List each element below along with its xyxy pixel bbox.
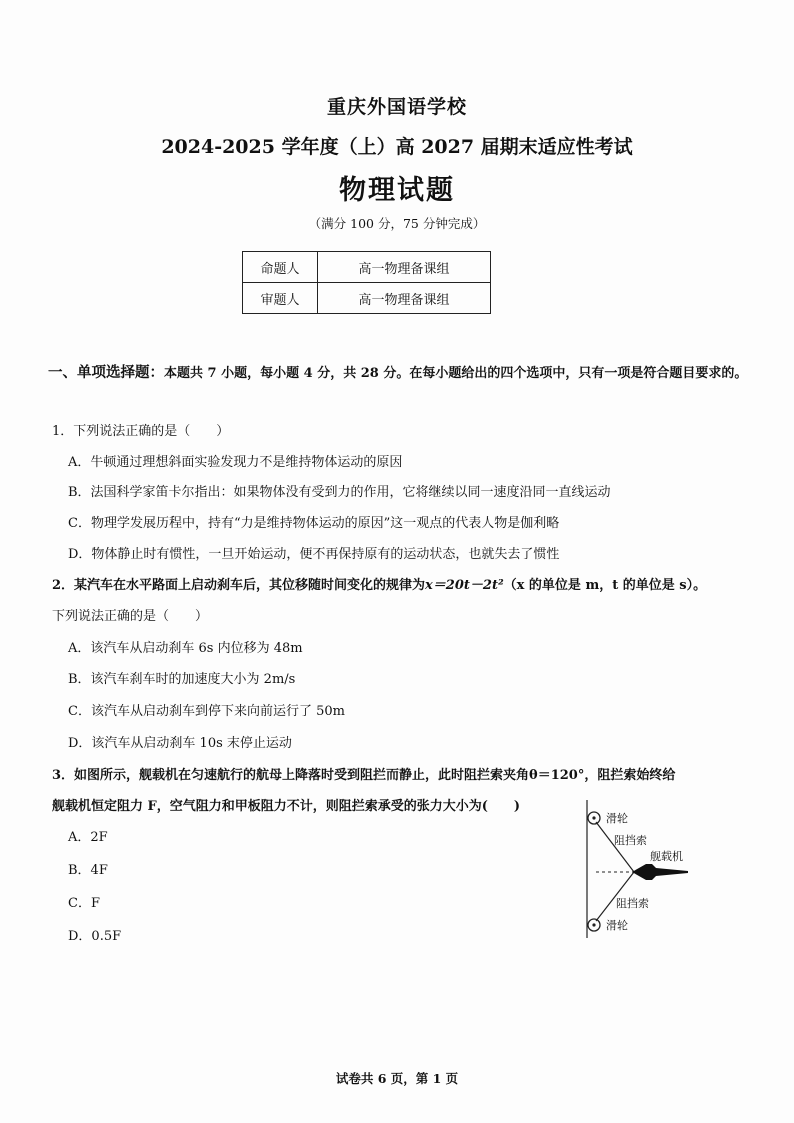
section-description: 本题共 7 小题，每小题 4 分，共 28 分。在每小题给出的四个选项中，只有一项是符合题目要求的。 [164, 366, 748, 381]
pulley-top-label: 滑轮 [606, 812, 628, 825]
q1-option-a: A．牛顿通过理想斜面实验发现力不是维持物体运动的原因 [68, 455, 403, 470]
q2-option-a: A．该汽车从启动刹车 6s 内位移为 48m [68, 641, 303, 656]
q2-stem-text: 2．某汽车在水平路面上启动刹车后，其位移随时间变化的规律为 [52, 578, 426, 593]
q2-option-b: B．该汽车刹车时的加速度大小为 2m/s [68, 672, 296, 687]
exam-title: 2024-2025 学年度（上）高 2027 届期末适应性考试 [161, 136, 633, 158]
jet-silhouette [632, 864, 688, 880]
section-heading [48, 358, 748, 388]
staff-table [242, 251, 491, 314]
q1-option-d: D．物体静止时有惯性，一旦开始运动，便不再保持原有的运动状态，也就失去了惯性 [68, 547, 560, 562]
name-cell: 高一物理备课组 [318, 283, 491, 314]
table-row [243, 252, 491, 283]
school-name: 重庆外国语学校 [326, 96, 467, 118]
section-title: 一、单项选择题： [48, 364, 164, 381]
q1-option-b: B．法国科学家笛卡尔指出：如果物体没有受到力的作用，它将继续以同一速度沿同一直线运动 [68, 485, 611, 500]
q2-stem-units: （x 的单位是 m，t 的单位是 s）。 [503, 578, 707, 593]
table-row [243, 283, 491, 314]
top-pulley-axle [592, 816, 595, 819]
role-cell: 命题人 [243, 252, 318, 283]
q2-option-d: D．该汽车从启动刹车 10s 末停止运动 [68, 736, 292, 751]
cable-bottom-label: 阻挡索 [616, 897, 649, 910]
q3-option-b: B．4F [68, 863, 108, 878]
score-time-note: （满分 100 分，75 分钟完成） [308, 216, 486, 231]
question-1-stem: 1．下列说法正确的是（ ） [52, 424, 230, 439]
pulley-bottom-label: 滑轮 [606, 919, 628, 932]
q2-option-c: C．该汽车从启动刹车到停下来向前运行了 50m [68, 704, 345, 719]
arrestor-diagram [572, 800, 702, 940]
q3-option-c: C．F [68, 896, 100, 911]
q3-option-d: D．0.5F [68, 929, 122, 944]
q1-option-c: C．物理学发展历程中，持有“力是维持物体运动的原因”这一观点的代表人物是伽利略 [68, 516, 560, 531]
question-2-stem [52, 574, 706, 593]
role-cell: 审题人 [243, 283, 318, 314]
q3-option-a: A．2F [68, 830, 108, 845]
name-cell: 高一物理备课组 [318, 252, 491, 283]
arrestor-cable-figure [572, 800, 702, 940]
question-3-stem-line1: 3．如图所示，舰载机在匀速航行的航母上降落时受到阻拦而静止，此时阻拦索夹角θ＝120°，阻拦索始终给 [52, 768, 676, 783]
question-3-stem-line2: 舰载机恒定阻力 F，空气阻力和甲板阻力不计，则阻拦索承受的张力大小为( ) [52, 799, 521, 814]
subject-title: 物理试题 [339, 175, 455, 206]
q2-formula: x＝20t－2t² [425, 578, 504, 593]
cable-top-label: 阻挡索 [614, 834, 647, 847]
plane-label: 舰载机 [650, 850, 683, 863]
page-footer: 试卷共 6 页，第 1 页 [335, 1071, 459, 1086]
question-2-prompt: 下列说法正确的是（ ） [52, 609, 209, 624]
bottom-pulley-axle [592, 923, 595, 926]
